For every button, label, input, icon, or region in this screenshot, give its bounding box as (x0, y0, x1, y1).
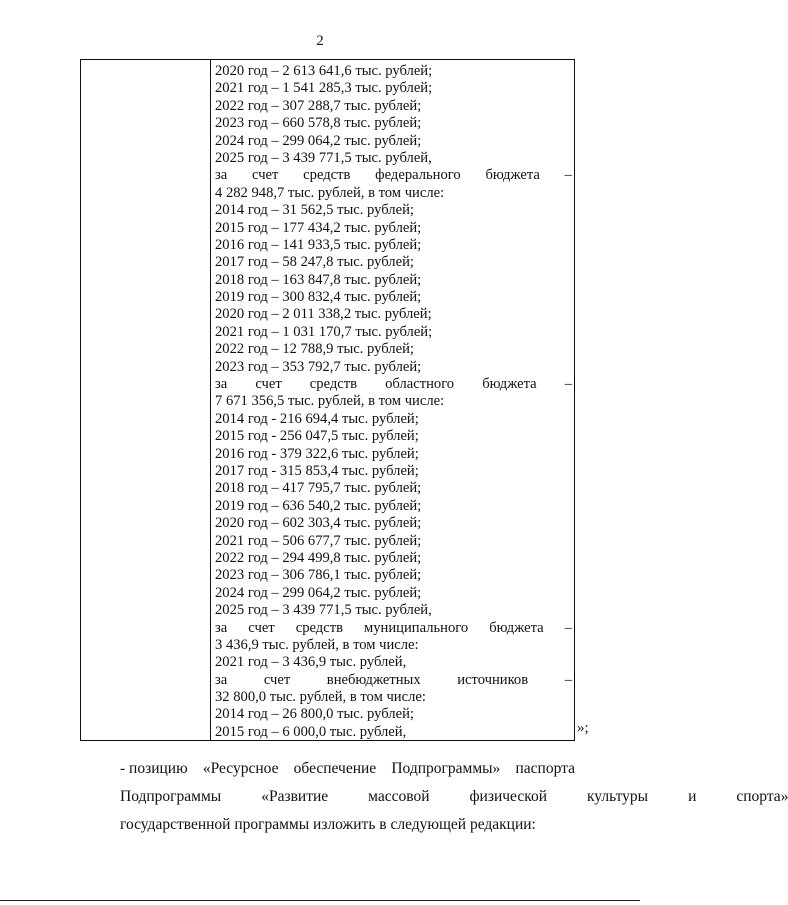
word: Подпрограммы» (391, 760, 501, 777)
word: за (215, 619, 228, 636)
bottom-edge-rule (0, 900, 640, 901)
budget-line: 2020 год – 602 303,4 тыс. рублей; (215, 515, 422, 532)
closing-quote-mark: »; (577, 720, 589, 736)
word: – (564, 619, 572, 636)
budget-line: 2016 год – 141 933,5 тыс. рублей; (215, 236, 422, 253)
budget-line: 2021 год – 506 677,7 тыс. рублей; (215, 532, 422, 549)
page-number: 2 (316, 33, 324, 49)
word: средств (303, 167, 351, 184)
word: областного (385, 376, 455, 393)
budget-line: 2024 год – 299 064,2 тыс. рублей; (215, 584, 422, 601)
budget-line: 2023 год – 353 792,7 тыс. рублей; (215, 358, 422, 375)
word: бюджета (489, 619, 544, 636)
word: счет (248, 619, 275, 636)
word: внебюджетных (326, 671, 421, 688)
budget-line: 2021 год – 1 031 170,7 тыс. рублей; (215, 323, 433, 340)
word: физической (469, 788, 547, 805)
paragraph-line-1 (80, 755, 575, 783)
budget-line: 2025 год – 3 439 771,5 тыс. рублей, (215, 149, 432, 166)
budget-line: 2016 год - 379 322,6 тыс. рублей; (215, 445, 419, 462)
word: бюджета (485, 167, 540, 184)
word: средств (309, 376, 358, 393)
budget-line: 2014 год - 216 694,4 тыс. рублей; (215, 410, 419, 427)
budget-line: 2025 год – 3 439 771,5 тыс. рублей, (215, 602, 432, 619)
word: «Ресурсное (202, 760, 279, 777)
word: бюджета (482, 376, 537, 393)
word: Подпрограммы (120, 788, 222, 805)
word: источников (457, 671, 529, 688)
budget-line: 2023 год – 660 578,8 тыс. рублей; (215, 115, 422, 132)
column-divider (210, 60, 211, 740)
word: обеспечение (293, 760, 377, 777)
budget-line: 2020 год – 2 011 338,2 тыс. рублей; (215, 306, 432, 323)
word: – (564, 376, 572, 393)
budget-line: 2019 год – 300 832,4 тыс. рублей; (215, 289, 422, 306)
budget-line: 2015 год - 256 047,5 тыс. рублей; (215, 428, 419, 445)
budget-line: 2022 год – 12 788,9 тыс. рублей; (215, 341, 414, 358)
budget-line: 7 671 356,5 тыс. рублей, в том числе: (215, 393, 445, 410)
word: федерального (375, 167, 461, 184)
budget-line: 2014 год – 31 562,5 тыс. рублей; (215, 202, 414, 219)
budget-line: 2014 год – 26 800,0 тыс. рублей; (215, 706, 414, 723)
budget-line: 2022 год – 294 499,8 тыс. рублей; (215, 549, 422, 566)
word: счет (263, 671, 291, 688)
budget-line: 2022 год – 307 288,7 тыс. рублей; (215, 97, 422, 114)
word: «Развитие (261, 788, 329, 805)
word: за (215, 671, 228, 688)
budget-line: 2015 год – 177 434,2 тыс. рублей; (215, 219, 422, 236)
budget-line: 4 282 948,7 тыс. рублей, в том числе: (215, 184, 445, 201)
budget-line: 2017 год – 58 247,8 тыс. рублей; (215, 254, 414, 271)
funding-source-line (215, 672, 572, 689)
amendment-paragraph (80, 755, 788, 839)
budget-line: 2018 год – 163 847,8 тыс. рублей; (215, 271, 422, 288)
budget-line: 2018 год – 417 795,7 тыс. рублей; (215, 480, 422, 497)
paragraph-line-3: государственной программы изложить в следующей редакции: (120, 816, 536, 833)
word: массовой (368, 788, 430, 805)
budget-line: 2015 год – 6 000,0 тыс. рублей, (215, 723, 407, 740)
budget-line: 2021 год – 3 436,9 тыс. рублей, (215, 654, 407, 671)
budget-line: 3 436,9 тыс. рублей, в том числе: (215, 636, 419, 653)
budget-line: 2024 год – 299 064,2 тыс. рублей; (215, 132, 422, 149)
funding-source-line (215, 620, 572, 637)
word: счет (255, 376, 282, 393)
table-text-column (215, 63, 572, 741)
funding-source-line (215, 167, 572, 184)
budget-line: 2020 год – 2 613 641,6 тыс. рублей; (215, 63, 433, 79)
paragraph-line-2 (80, 783, 788, 811)
budget-line: 2023 год – 306 786,1 тыс. рублей; (215, 567, 422, 584)
word: – (564, 671, 572, 688)
word: за (215, 376, 228, 393)
funding-source-line (215, 376, 572, 393)
word: муниципального (364, 619, 469, 636)
budget-line: 2017 год - 315 853,4 тыс. рублей; (215, 462, 419, 479)
word: средств (295, 619, 343, 636)
word: - позицию (120, 760, 188, 777)
word: – (564, 167, 572, 184)
budget-line: 2019 год – 636 540,2 тыс. рублей; (215, 497, 422, 514)
budget-line: 32 800,0 тыс. рублей, в том числе: (215, 689, 426, 706)
word: спорта» (736, 788, 788, 805)
budget-line: 2021 год – 1 541 285,3 тыс. рублей; (215, 80, 433, 97)
budget-table (80, 59, 575, 741)
word: счет (252, 167, 279, 184)
word: за (215, 167, 228, 184)
word: культуры (587, 788, 649, 805)
word: паспорта (515, 760, 575, 777)
word: и (688, 788, 697, 805)
